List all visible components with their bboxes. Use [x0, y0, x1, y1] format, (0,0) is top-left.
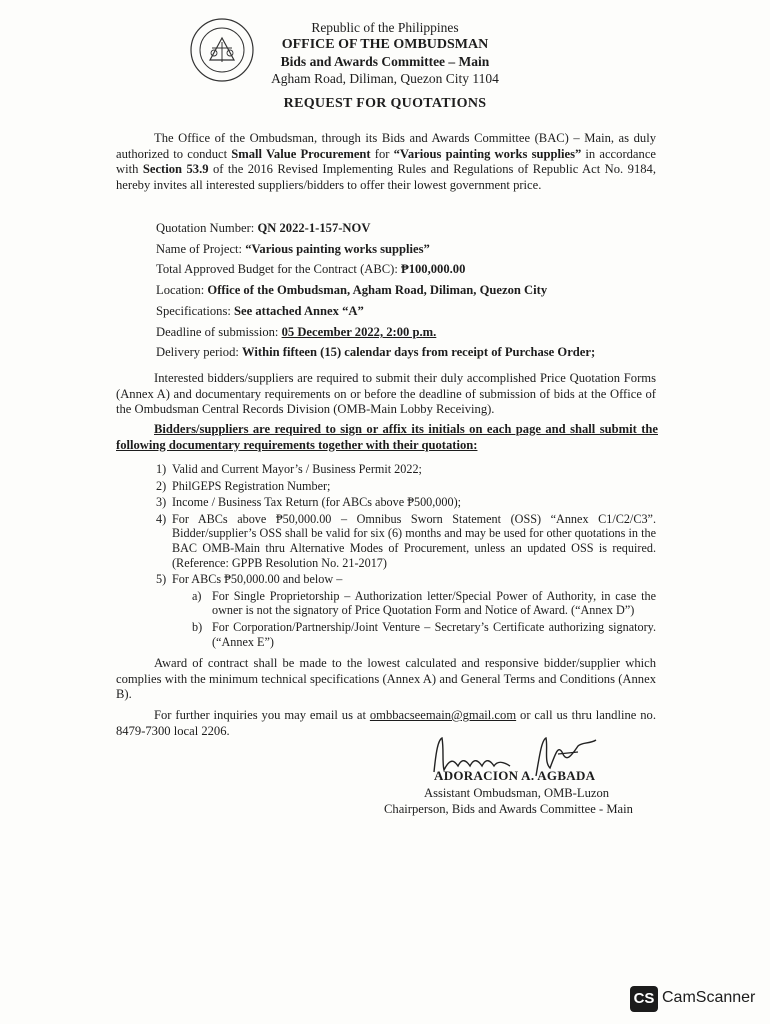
- header-republic: Republic of the Philippines: [311, 20, 459, 35]
- quotation-number-line: [156, 221, 370, 236]
- deadline-label: Deadline of submission:: [156, 325, 282, 339]
- procurement-mode: Small Value Procurement: [231, 146, 371, 161]
- spec-label: Specifications:: [156, 304, 234, 318]
- project-label: Name of Project:: [156, 242, 246, 256]
- delivery-label: Delivery period:: [156, 345, 243, 359]
- interested-paragraph: Interested bidders/suppliers are required to submit their duly accomplished Price Quotation Forms (Annex A) and documentary requirements on or before the deadline of submission of bids at the Office of the Ombudsman Central Records Division (OMB-Main Lobby Receiving).: [116, 371, 656, 416]
- list-item-number: 2): [156, 478, 167, 493]
- delivery-line: [156, 345, 595, 360]
- intro-text-4: of the 2016 Revised Implementing Rules and Regulations of Republic Act No. 9184, hereby invites all interested suppliers/bidders to offer their lowest government price.: [116, 162, 656, 192]
- inquiry-text-2: or call us thru landline no. 8479-7300 local 2206.: [116, 708, 656, 738]
- deadline-line: [156, 325, 436, 340]
- list-item: [156, 462, 656, 477]
- letterhead: [0, 19, 770, 87]
- list-item-text: PhilGEPS Registration Number;: [172, 478, 331, 493]
- list-item-number: 1): [156, 462, 167, 476]
- project-line: [156, 242, 430, 257]
- list-item: [156, 479, 656, 494]
- signatory-name: ADORACION A. AGBADA: [434, 768, 596, 783]
- document-title: REQUEST FOR QUOTATIONS: [283, 96, 487, 111]
- sub-list-item: [192, 620, 656, 649]
- list-item-text: For ABCs above ₱50,000.00 – Omnibus Sworn Statement (OSS) “Annex C1/C2/C3”. Bidder/supplier’s OSS shall be valid for six (6) months and may be used for other quotations in the BAC OMB-Main thru Alternative Modes of Procurement, unless an updated OSS is required. (Reference: GPPB Resolution No. 21-2017): [172, 511, 656, 570]
- header-office: OFFICE OF THE OMBUDSMAN: [281, 37, 489, 52]
- list-item: [156, 512, 656, 570]
- list-item-text: For ABCs ₱50,000.00 and below –: [172, 572, 343, 587]
- list-item-number: 3): [156, 495, 167, 510]
- inquiry-text-1: For further inquiries you may email us at: [154, 708, 370, 722]
- quotation-value: QN 2022-1-157-NOV: [257, 221, 371, 235]
- award-paragraph: Award of contract shall be made to the lowest calculated and responsive bidder/supplier which complies with the minimum technical specifications (Annex A) and General Terms and Conditions (Annex B).: [116, 656, 656, 701]
- list-item-text: Income / Business Tax Return (for ABCs above ₱500,000);: [172, 495, 462, 510]
- sub-list-item: [192, 589, 656, 618]
- abc-line: [156, 262, 465, 277]
- signatory-position: Assistant Ombudsman, OMB-Luzon: [424, 786, 610, 800]
- requirements-heading: Bidders/suppliers are required to sign or affix its initials on each page and shall submit the following documentary requirements together with their quotation:: [116, 422, 658, 452]
- delivery-value: Within fifteen (15) calendar days from receipt of Purchase Order;: [242, 345, 596, 359]
- list-item-number: 4): [156, 511, 167, 526]
- camscanner-logo: CS: [630, 986, 658, 1012]
- abc-label: Total Approved Budget for the Contract (ABC):: [156, 262, 401, 276]
- sub-item-letter: a): [192, 588, 202, 603]
- location-line: [156, 283, 547, 298]
- email-link[interactable]: ombbacseemain@gmail.com: [369, 708, 517, 722]
- project-name-inline: “Various painting works supplies”: [393, 146, 582, 161]
- spec-value: See attached Annex “A”: [234, 304, 364, 318]
- intro-paragraph: [116, 131, 656, 193]
- intro-text-3: in accordance with: [116, 146, 656, 176]
- sub-item-text: For Corporation/Partnership/Joint Venture – Secretary’s Certificate authorizing signatory. (“Annex E”): [212, 619, 656, 649]
- intro-text-1: The Office of the Ombudsman, through its Bids and Awards Committee (BAC) – Main, as duly authorized to conduct: [116, 131, 656, 161]
- abc-value: ₱100,000.00: [401, 262, 466, 276]
- list-item-number: 5): [156, 572, 167, 587]
- sub-item-letter: b): [192, 619, 203, 634]
- quotation-label: Quotation Number:: [156, 221, 258, 235]
- location-value: Office of the Ombudsman, Agham Road, Diliman, Quezon City: [207, 283, 548, 297]
- list-item-text: Valid and Current Mayor’s / Business Permit 2022;: [172, 462, 422, 476]
- deadline-value: 05 December 2022, 2:00 p.m.: [281, 325, 437, 339]
- requirements-list: [156, 462, 656, 649]
- section-ref: Section 53.9: [142, 162, 209, 176]
- list-item: [156, 495, 656, 510]
- list-item: [156, 572, 656, 587]
- signatory-role: Chairperson, Bids and Awards Committee - Main: [384, 802, 633, 816]
- intro-text-2: for: [370, 146, 394, 161]
- specifications-line: [156, 304, 364, 319]
- location-label: Location:: [156, 283, 208, 297]
- camscanner-text: CamScanner: [662, 989, 756, 1006]
- header-address: Agham Road, Diliman, Quezon City 1104: [271, 71, 499, 86]
- header-committee: Bids and Awards Committee – Main: [280, 54, 490, 69]
- project-value: “Various painting works supplies”: [245, 242, 430, 256]
- sub-item-text: For Single Proprietorship – Authorization letter/Special Power of Authority, in case the owner is not the signatory of Price Quotation Form and Notice of Award. (“Annex D”): [212, 588, 656, 618]
